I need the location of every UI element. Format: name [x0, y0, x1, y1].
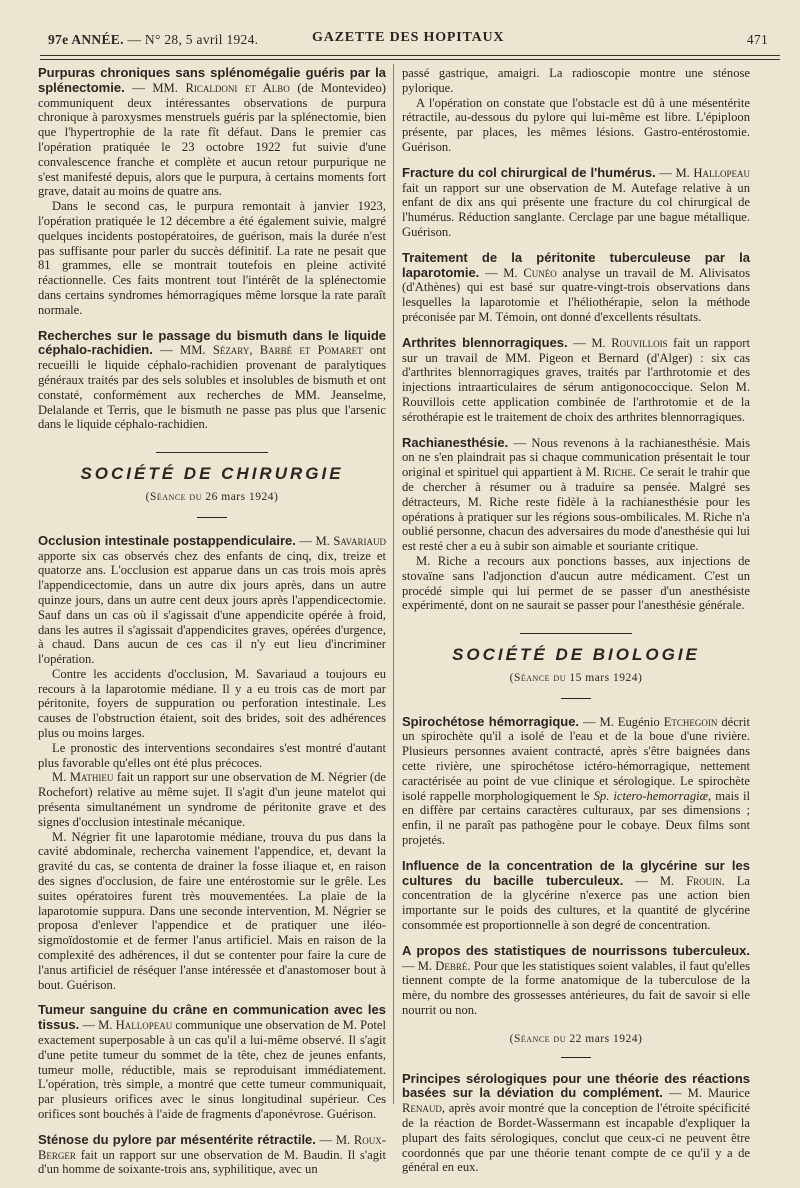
article-text: . Pour que les statistiques soient valables, il faut qu'elles tiennent compte de la forme anatomique de la tuberculose de la mère, du nombre des grossesses antérieures, du fait de savoir si elle nourrit ou non.	[402, 958, 750, 1018]
article-body	[38, 329, 386, 433]
section-session-date	[402, 671, 750, 686]
article-body	[402, 944, 750, 1018]
article-text: analyse un travail de M. Alivisatos (d'Athènes) qui est basé sur quatre-vingt-trois observations dans lesquelles la laparotomie et l'héliothérapie, selon la méthode préconisée par M. Témoin, ont donné d'excellents résultats.	[402, 265, 750, 324]
article-arthrites	[402, 336, 750, 425]
article-paragraph: Dans le second cas, le purpura remontait à janvier 1923, l'opération pratiquée le 12 décembre a été également suivie, malgré quelques incidents postopératoires, de guérison, mais la durée n'est pas suffisante pour parler du succès définitif. La rate ne pesait que 81 grammes, elle se montrait toutefois en pleine activité réactionnelle. Ces faits montrent tout l'intérêt de la splénectomie dans certains syndromes hémorragiques même lorsque la rate paraît normale.	[38, 199, 386, 317]
section-title: SOCIÉTÉ DE CHIRURGIE	[80, 464, 344, 484]
left-column	[38, 66, 386, 1188]
article-spirochetose	[402, 715, 750, 848]
article-text-cont: , mais il en diffère par certains caractères culturaux, par ses dimensions ; enfin, il ne paraît pas pathogène pour le cobaye. Deux films sont projetés.	[402, 788, 750, 848]
article-authors-prefix: — M.	[659, 165, 690, 180]
right-column	[402, 66, 750, 1186]
article-body	[38, 534, 386, 667]
session-date-header	[402, 1032, 750, 1058]
page-header	[40, 28, 780, 50]
article-authors-prefix: — MM.	[160, 343, 206, 358]
article-stenose-continued	[402, 66, 750, 155]
article-title: Fracture du col chirurgical de l'humérus.	[402, 164, 656, 180]
article-title: Principes sérologiques pour une théorie des réactions basées sur la déviation du complément.	[402, 1070, 750, 1101]
article-text-cont: . Ce serait le trahir que de chercher à résumer ou à traduire sa pensée. Malgré ses détracteurs, M. Riche reste fidèle à la rachianesthésie pour les opérations à pratiquer sur les régions sous-ombilicales. M. Riche n'a oublié personne, chacun des adversaires du mode d'anesthésie qui lui est resté cher a eu à subir son aimable et souriante critique.	[402, 465, 750, 554]
session-prefix: (Séance du	[145, 490, 202, 503]
article-text: — Nous revenons à la rachianesthésie. Mais on ne s'en plaindrait pas si chaque communication présentait le tour original et spirituel qui appartient à M.	[402, 435, 750, 480]
article-authors: Sézary, Barbé et Pomaret	[212, 343, 363, 358]
article-text: (de Montevideo) communiquent deux intéressantes observations de purpura chronique à paroxysmes menstruels guéris par la splénectomie, bien que l'hypertrophie de la rate fît défaut. Dans le premier cas l'opération pratiquée le 23 octobre 1922 fut suivie d'une convalescence franche et complète et aucun retour purpurique ne s'est manifesté depuis, alors que le purpura, à certains moments fort grave, datait au moins de quatre ans.	[38, 80, 386, 199]
article-body	[402, 336, 750, 425]
session-date: 26 mars 1924)	[205, 490, 279, 503]
article-paragraph: passé gastrique, amaigri. La radioscopie montre une sténose pylorique.	[402, 66, 750, 95]
header-year: 97e ANNÉE.	[48, 32, 124, 47]
section-short-rule	[561, 698, 591, 699]
article-body	[38, 66, 386, 199]
article-purpuras	[38, 66, 386, 318]
article-stenose-pylore	[38, 1133, 386, 1177]
article-nourrissons	[402, 944, 750, 1018]
section-session-date	[38, 490, 386, 505]
article-body	[402, 166, 750, 240]
article-authors: Hallopeau	[693, 165, 750, 180]
article-species-name: Sp. ictero-hemorragiæ	[593, 788, 709, 803]
article-authors: Ricaldoni et Albo	[185, 80, 290, 95]
article-text: apporte six cas observés chez des enfants de cinq, dix, treize et quatorze ans. L'occlusion est apparue dans un cas trois mois après l'appendicectomie, dans un autre dix jours après, dans un autre quinze jours, dans un autre cent deux jours après l'appendicectomie. Sauf dans un cas où il s'agissait d'une appendicite opérée à froid, dans les autres il s'agissait d'appendicites graves, opérées d'urgence, à chaud. Dans aucun de ces cas il n'y eut lieu d'incriminer l'opération.	[38, 548, 386, 667]
article-body	[402, 251, 750, 325]
session-date: 22 mars 1924)	[569, 1032, 643, 1045]
article-text: fait un rapport sur une observation de M. Baudin. Il s'agit d'un homme de soixante-trois ans, syphilitique, avec un	[38, 1147, 386, 1177]
article-title: Spirochétose hémorragique.	[402, 713, 580, 729]
section-rule	[156, 452, 268, 453]
article-title: Influence de la concentration de la glycérine sur les cultures du bacille tuberculeux.	[402, 857, 750, 888]
article-paragraph: Contre les accidents d'occlusion, M. Savariaud a toujours eu recours à la laparotomie médiane. Il y a eu trois cas de mort par péritonite, foyers de suppuration ou perforation intestinale. Les causes de l'obstruction étaient, soit des brides, soit des adhérences plus ou moins larges.	[38, 666, 386, 741]
header-rule-top	[40, 55, 780, 56]
paragraph-author: Mathieu	[69, 770, 114, 785]
article-fracture-humerus	[402, 166, 750, 240]
header-issue-info	[48, 32, 258, 48]
section-header-biologie	[402, 633, 750, 699]
article-title: Purpuras chroniques sans splénomégalie guéris par la splénectomie.	[38, 65, 386, 95]
session-date: 15 mars 1924)	[569, 671, 643, 684]
paragraph-prefix: M.	[52, 770, 67, 785]
section-short-rule	[197, 517, 227, 518]
article-authors: Hallopeau	[115, 1018, 173, 1033]
article-text: . La concentration de la glycérine n'exerce pas une action bien importante sur le poids des cultures, et la quantité de glycérine consommée est proportionnelle à son degré de concentration.	[402, 873, 750, 933]
article-paragraph: M. Négrier fit une laparotomie médiane, trouva du pus dans la cavité abdominale, rechercha vainement l'appendice, et, devant la gravité du cas, se contenta de drainer la fosse iliaque et, en raison des signes d'occlusion, de faire une entérostomie sur le grêle. Les suites opératoires furent très mouvementées. La plaie de la laparotomie suppura. Dans une seconde intervention, M. Négrier se proposa d'enlever l'appendice et de pratiquer une iléo-sigmoïdostomie et de fermer l'anus artificiel. Mais en raison de la complexité des adhérences, il dut se contenter pour faire la cure de l'anus artificiel de réséquer l'anse intéressée et d'anastomoser bout à bout. Guérison.	[38, 829, 386, 992]
article-authors-prefix: — MM.	[132, 80, 178, 95]
article-authors: Renaud	[402, 1101, 442, 1116]
article-paragraph: M. Riche a recours aux ponctions basses, aux injections de stovaïne sans l'adjonction d'aucun autre médicament. C'est un procédé simple qui lui permet de se passer d'un anesthésiste expérimenté, dont on ne saurait se passer pour l'anesthésie générale.	[402, 553, 750, 613]
article-body	[402, 1072, 750, 1176]
header-page-number: 471	[746, 32, 768, 47]
article-text: communique une observation de M. Potel exactement superposable à un cas qu'il a lui-même observé. Il s'agit d'une petite tumeur du sommet de la tête, chez de jeunes enfants, tumeur molle, réductible, mais se reproduisant immédiatement. L'opération, très simple, a montré que cette tumeur communiquait, par plusieurs orifices avec le sinus longitudinal supérieur. Ces orifices sont bouchés à l'aide de fragments d'aponévrose. Guérison.	[38, 1018, 387, 1121]
article-glycerine	[402, 859, 750, 933]
article-occlusion	[38, 534, 386, 993]
article-text: fait un rapport sur une observation de M. Autefage relative à un enfant de dix ans qui présente une fracture du col chirurgical de l'humérus. Réduction sanglante. Cerclage par une bague métallique. Guérison.	[402, 180, 750, 239]
article-principes-serologiques	[402, 1072, 750, 1176]
article-title: Traitement de la péritonite tuberculeuse par la laparotomie.	[402, 249, 750, 280]
article-title: A propos des statistiques de nourrissons tuberculeux.	[402, 942, 750, 958]
article-author-name: Riche	[603, 465, 633, 480]
article-text: ont recueilli le liquide céphalo-rachidien provenant de paralytiques généraux traités par des sels solubles et insolubles de bismuth et ont constaté, conformément aux recherches de MM. Jeanselme, Delalande et Terris, que le bismuth ne passe pas plus que l'arsenic dans le liquide céphalo-rachidien.	[38, 343, 386, 432]
article-paragraph	[38, 770, 386, 829]
article-body	[38, 1133, 386, 1177]
article-body	[402, 859, 750, 933]
article-paragraph: A l'opération on constate que l'obstacle est dû à une mésentérite rétractile, au-dessous du pylore qui lui-même est libre. L'épiploon présente, par places, les mêmes lésions. Gastro-entérostomie. Guérison.	[402, 95, 750, 154]
article-title: Sténose du pylore par mésentérite rétractile.	[38, 1131, 316, 1147]
article-authors: Roux-Berger	[38, 1132, 386, 1162]
article-authors: Debré	[435, 958, 468, 973]
article-body	[402, 715, 750, 848]
session-prefix: (Séance du	[509, 671, 566, 684]
article-authors-prefix: — M.	[635, 873, 675, 888]
article-authors-prefix: — M.	[319, 1132, 351, 1147]
article-authors-prefix: — M.	[299, 533, 330, 548]
article-authors-prefix: — M. Eugénio	[582, 714, 660, 729]
article-peritonite	[402, 251, 750, 325]
article-title: Recherches sur le passage du bismuth dans le liquide céphalo-rachidien.	[38, 327, 386, 358]
article-text: fait un rapport sur un travail de MM. Pigeon et Bernard (d'Alger) : six cas d'arthrites blennorragiques graves, traités par l'arthrotomie et des injections intraarticulaires de sérum antigonococcique. Selon M. Rouvillois cette application combinée de l'arthrotomie et de la sérothérapie est le traitement de choix des arthrites blennorragiques.	[402, 335, 750, 424]
article-authors: Cunéo	[523, 265, 557, 280]
section-short-rule	[561, 1057, 591, 1058]
section-rule	[520, 633, 632, 634]
article-authors-prefix: — M.	[402, 958, 433, 973]
article-body	[402, 436, 750, 554]
article-authors: Etchegoin	[663, 714, 718, 729]
article-rachianesthesie	[402, 436, 750, 614]
article-text: , après avoir montré que la conception de l'étroite spécificité de la réaction de Bordet-Wassermann est incapable d'expliquer la plupart des faits sérologiques, conclut que ceux-ci ne peuvent être coordonnés que par une théorie tenant compte de ce qu'il y a de général en eux.	[402, 1101, 750, 1175]
article-bismuth	[38, 329, 386, 433]
article-title: Occlusion intestinale postappendiculaire.	[38, 532, 296, 548]
article-title: Arthrites blennorragiques.	[402, 334, 568, 350]
paragraph-text: fait un rapport sur une observation de M. Négrier (de Rochefort) relative au même sujet. Il s'agit d'un jeune matelot qui présenta simultanément un syndrome de péritonite grave et des signes d'occlusion intestinale mécanique.	[38, 770, 386, 829]
article-paragraph: Le pronostic des interventions secondaires s'est montré d'autant plus favorable qu'elles ont été plus précoces.	[38, 740, 386, 770]
section-title: SOCIÉTÉ DE BIOLOGIE	[452, 645, 700, 665]
article-authors-prefix: — M.	[82, 1018, 113, 1033]
header-rule-bottom	[40, 59, 780, 60]
article-authors: Savariaud	[333, 533, 386, 548]
article-tumeur-sanguine	[38, 1003, 386, 1121]
article-text: décrit un spirochète qu'il a isolé de l'eau et de la boue d'une rivière. Plusieurs personnes avaient contracté, après s'être baignées dans cette rivière, une spirochétose ictéro-hémorragique, nettement caractérisée au point de vue clinique et sérologique. Le spirochète isolé rappelle morphologiquement le	[402, 714, 750, 803]
article-title: Tumeur sanguine du crâne en communication avec les tissus.	[38, 1002, 386, 1033]
article-authors: Rouvillois	[611, 335, 668, 350]
article-authors-prefix: — M. Maurice	[668, 1086, 750, 1101]
header-journal-title: GAZETTE DES HOPITAUX	[312, 30, 505, 45]
article-title: Rachianesthésie.	[402, 434, 509, 450]
section-header-chirurgie	[38, 452, 386, 518]
column-divider	[393, 64, 394, 1104]
article-authors-prefix: — M.	[484, 265, 518, 280]
session-prefix: (Séance du	[509, 1032, 566, 1045]
article-body	[38, 1003, 386, 1121]
header-issue: — N° 28, 5 avril 1924.	[127, 32, 259, 47]
article-authors: Frouin	[686, 873, 722, 888]
article-authors-prefix: — M.	[573, 335, 606, 350]
